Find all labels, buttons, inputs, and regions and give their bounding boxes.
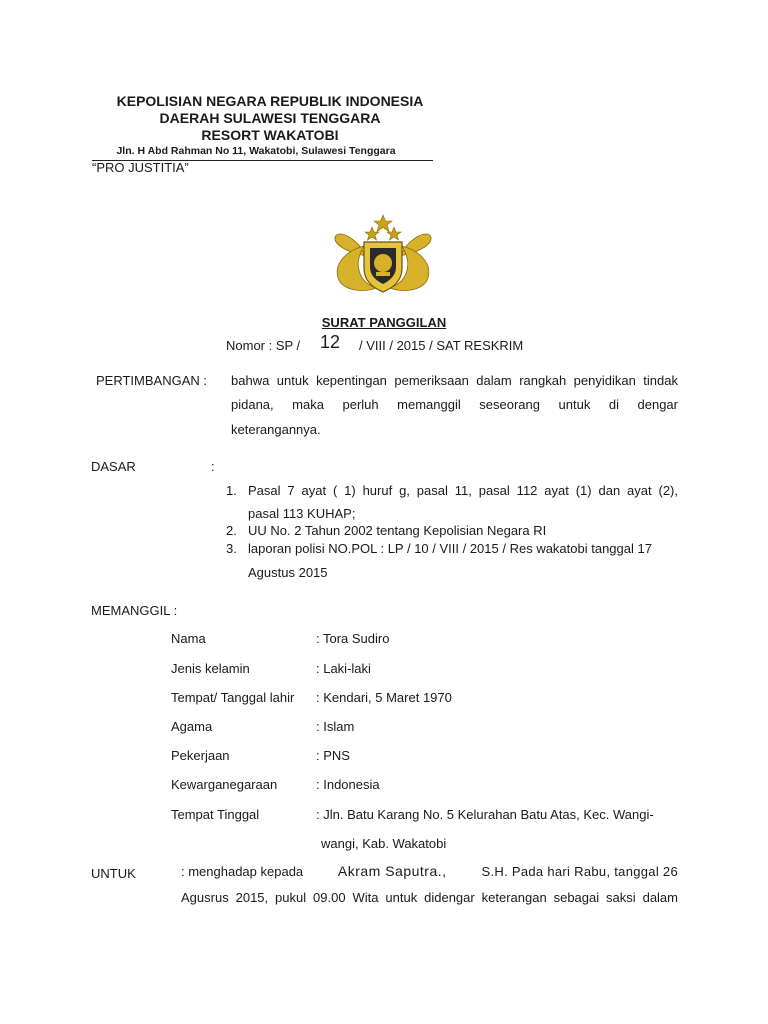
dasar-item-number: 1. [226, 483, 237, 498]
header-line-1: KEPOLISIAN NEGARA REPUBLIK INDONESIA [116, 93, 424, 109]
dasar-item-number: 3. [226, 541, 237, 556]
field-label-kewarganegaraan: Kewarganegaraan [171, 777, 278, 792]
field-value-tempat-tanggal-lahir: : Kendari, 5 Maret 1970 [316, 690, 452, 705]
memanggil-label: MEMANGGIL : [91, 603, 178, 618]
pertimbangan-line-3: keterangannya. [231, 422, 321, 437]
field-value-tempat-tinggal-cont: wangi, Kab. Wakatobi [321, 836, 447, 851]
field-label-jenis-kelamin: Jenis kelamin [171, 661, 250, 676]
dasar-item-number: 2. [226, 523, 237, 538]
nomor-suffix: / VIII / 2015 / SAT RESKRIM [359, 338, 524, 353]
dasar-item-text: laporan polisi NO.POL : LP / 10 / VIII / 2015 / Res wakatobi tanggal 17 [248, 541, 652, 556]
field-value-agama: : Islam [316, 719, 355, 734]
untuk-line-1 [181, 863, 678, 879]
field-label-agama: Agama [171, 719, 213, 734]
dasar-item-text: Pasal 7 ayat ( 1) huruf g, pasal 11, pasal 112 ayat (1) dan ayat (2), [248, 483, 678, 498]
untuk-officer-name: Akram Saputra., [337, 863, 447, 879]
field-value-kewarganegaraan: : Indonesia [316, 777, 380, 792]
untuk-text-a: : menghadap kepada [181, 864, 307, 879]
pertimbangan-line-1: bahwa untuk kepentingan pemeriksaan dalam rangkah penyidikan tindak [231, 373, 678, 388]
police-emblem-logo [326, 212, 440, 294]
header-line-3: RESORT WAKATOBI [201, 127, 339, 143]
dasar-item-text-cont: pasal 113 KUHAP; [248, 506, 356, 521]
nomor-number: 12 [320, 332, 341, 352]
field-value-tempat-tinggal: : Jln. Batu Karang No. 5 Kelurahan Batu Atas, Kec. Wangi- [316, 807, 654, 822]
dasar-label: DASAR [91, 459, 136, 474]
dasar-item-text: UU No. 2 Tahun 2002 tentang Kepolisian Negara RI [248, 523, 547, 538]
pertimbangan-label: PERTIMBANGAN : [96, 373, 208, 388]
field-value-jenis-kelamin: : Laki-laki [316, 661, 371, 676]
header-address: Jln. H Abd Rahman No 11, Wakatobi, Sulawesi Tenggara [116, 145, 396, 157]
untuk-line-2: Agusrus 2015, pukul 09.00 Wita untuk didengar keterangan sebagai saksi dalam [181, 890, 678, 905]
nomor-prefix: Nomor : SP / [226, 338, 301, 353]
dasar-colon: : [211, 459, 215, 474]
field-value-nama: : Tora Sudiro [316, 631, 390, 646]
header-line-2: DAERAH SULAWESI TENGGARA [159, 110, 381, 126]
field-value-pekerjaan: : PNS [316, 748, 350, 763]
pertimbangan-line-2: pidana, maka perluh memanggil seseorang untuk di dengar [231, 397, 678, 412]
field-label-tempat-tanggal-lahir: Tempat/ Tanggal lahir [171, 690, 295, 705]
document-title: SURAT PANGGILAN [321, 315, 447, 330]
field-label-pekerjaan: Pekerjaan [171, 748, 230, 763]
field-label-nama: Nama [171, 631, 206, 646]
untuk-label: UNTUK [91, 866, 136, 881]
untuk-text-b: S.H. Pada hari Rabu, tanggal 26 [477, 864, 678, 879]
dasar-item-text-cont: Agustus 2015 [248, 565, 328, 580]
field-label-tempat-tinggal: Tempat Tinggal [171, 807, 260, 822]
pro-justitia: “PRO JUSTITIA” [92, 160, 189, 175]
